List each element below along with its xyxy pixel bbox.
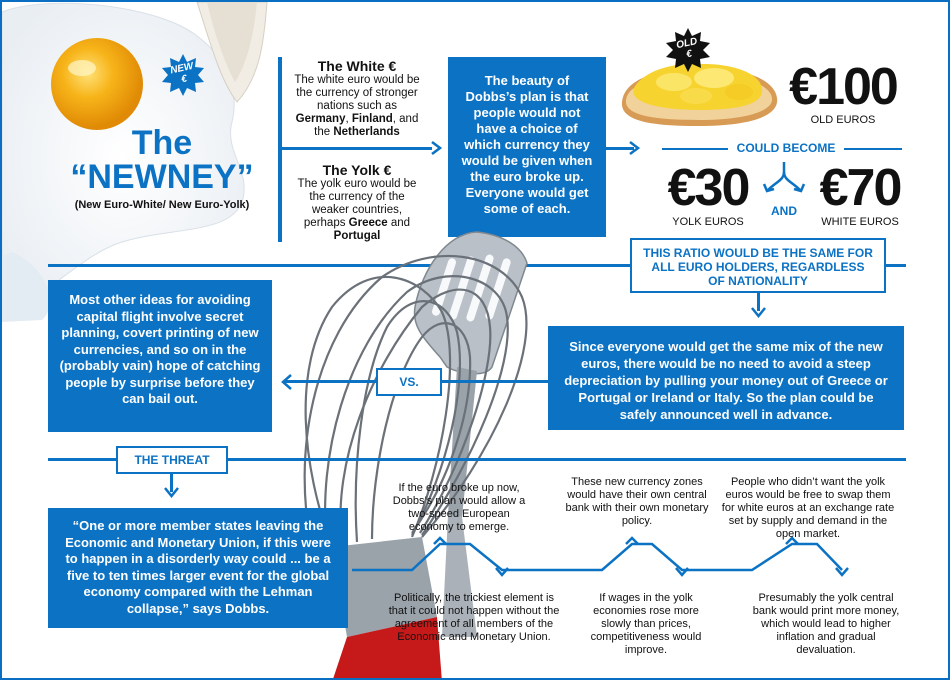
title-subtitle: (New Euro-White/ New Euro-Yolk)	[74, 199, 250, 211]
germany-label: Germany	[295, 113, 346, 125]
greece-label: Greece	[348, 217, 388, 229]
new-euro-badge	[162, 54, 204, 96]
yolk-euro-heading: The Yolk €	[322, 162, 392, 178]
old-amount-block	[788, 60, 898, 126]
vs-label: VS.	[376, 368, 442, 396]
white-euro-text	[292, 74, 422, 139]
timeline-bottom-3: Presumably the yolk central bank would print more money, which would lead to higher inflation and gradual devaluation.	[752, 592, 900, 656]
white-euro-sep1: ,	[345, 113, 352, 125]
white-amount-label: WHITE EUROS	[821, 216, 899, 228]
netherlands-label: Netherlands	[333, 126, 400, 138]
beauty-box: The beauty of Dobbs’s plan is that people would not have a choice of which currency they would be given when the euro broke up. Everyone would get some of each.	[448, 57, 606, 237]
split-arrow-icon	[760, 160, 808, 196]
right-arrow-icon	[628, 141, 640, 155]
white-euro-text-b: and the	[314, 113, 419, 138]
divider-upper-right	[886, 264, 906, 267]
vs-line-left	[284, 380, 376, 383]
yolk-euro-text-b: and	[387, 217, 411, 229]
timeline-top-3: People who didn’t want the yolk euros would be free to swap them for white euros at an exchange rate set by supply and demand in the open market.	[721, 476, 895, 540]
vs-line-right	[442, 380, 548, 383]
ratio-box: THIS RATIO WOULD BE THE SAME FOR ALL EURO HOLDERS, REGARDLESS OF NATIONALITY	[630, 238, 886, 293]
white-euro-block	[292, 58, 422, 139]
old-euro-badge	[666, 28, 710, 72]
and-label: AND	[771, 204, 797, 218]
old-badge-line1: OLD	[675, 36, 699, 52]
yolk-euro-text-a: The yolk euro would be the currency of the weaker countries, perhaps	[297, 178, 417, 229]
divider-lower-right	[228, 458, 906, 461]
finland-label: Finland	[351, 113, 393, 125]
white-euro-text-a: The white euro would be the currency of stronger nations such as	[294, 74, 420, 112]
quote-box: “One or more member states leaving the Economic and Monetary Union, if this were to happen in a disorderly way could ... be a five to ten times larger event for the global economy compared with the Lehman collapse,” says Dobbs.	[48, 508, 348, 628]
title-line2: “NEWNEY”	[70, 158, 254, 196]
bracket-arrow-line	[282, 147, 432, 150]
could-become-rule-left	[662, 148, 728, 150]
old-badge-line2: €	[685, 48, 694, 61]
could-become-label: COULD BECOME	[736, 141, 836, 155]
white-amount-value: €70	[819, 159, 901, 217]
timeline-bottom-1: Politically, the trickiest element is that it could not happen without the agreement of all members of the Economic and Monetary Union.	[388, 592, 560, 643]
title-line1: The	[131, 124, 193, 162]
threat-label: THE THREAT	[116, 446, 228, 474]
down-arrow-icon	[751, 306, 766, 318]
could-become-rule-right	[844, 148, 902, 150]
new-badge-line1: NEW	[169, 60, 195, 77]
title-block	[62, 124, 262, 211]
timeline-top-1: If the euro broke up now, Dobbs’s plan would allow a two-speed European economy to emerge.	[392, 482, 526, 533]
timeline-top-2: These new currency zones would have their own central bank with their own monetary policy.	[565, 476, 709, 527]
yolk-amount-label: YOLK EUROS	[672, 216, 744, 228]
white-amount-block	[808, 160, 912, 228]
right-arrow-icon	[430, 141, 442, 155]
divider-lower-left	[48, 458, 116, 461]
other-ideas-box: Most other ideas for avoiding capital flight involve secret planning, covert printing of new currencies, and so on in the (probably vain) hope of catching people by surprise before they can bail out.	[48, 280, 272, 432]
timeline-bottom-2: If wages in the yolk economies rose more slowly than prices, competitiveness would improve.	[590, 592, 702, 656]
white-euro-heading: The White €	[317, 58, 397, 74]
yolk-amount-block	[658, 160, 758, 228]
yolk-amount-value: €30	[667, 159, 749, 217]
old-amount-label: OLD EUROS	[810, 114, 876, 126]
down-arrow-icon	[164, 486, 179, 498]
same-mix-box: Since everyone would get the same mix of the new euros, there would be no need to avoid a steep depreciation by pulling your money out of Greece or Portugal or Ireland or Italy. So the plan could be safely announced well in advance.	[548, 326, 904, 430]
old-amount-value: €100	[789, 58, 897, 116]
white-euro-sep2: ,	[392, 113, 396, 125]
portugal-label: Portugal	[333, 230, 381, 242]
new-badge-line2: €	[180, 73, 189, 86]
